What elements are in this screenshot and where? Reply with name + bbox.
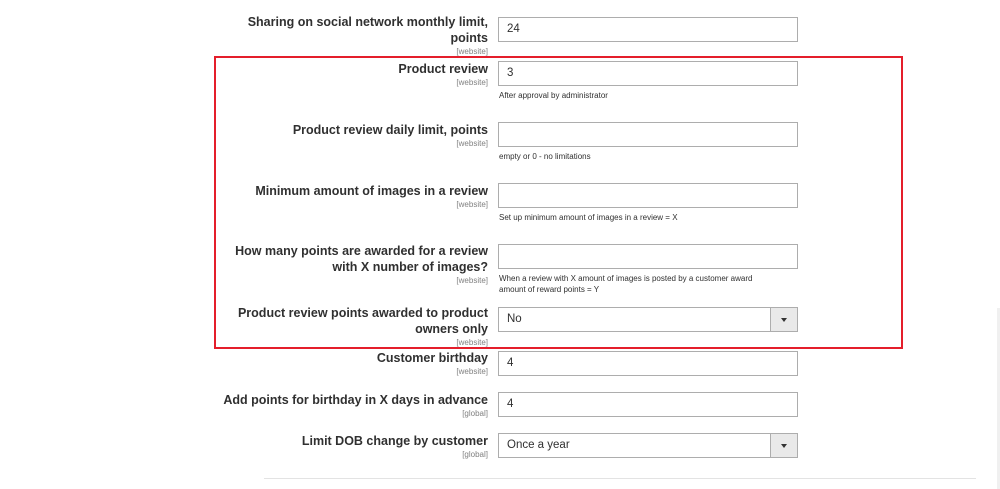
field-label: Product review points awarded to product (237, 306, 488, 320)
scope-tag: [global] (462, 450, 488, 459)
chevron-down-icon (781, 444, 787, 448)
owners-only-select[interactable] (498, 307, 798, 332)
field-note (499, 274, 804, 295)
field-label-cont: points (450, 31, 488, 45)
select-toggle[interactable] (770, 434, 797, 457)
label-birthday-advance (208, 392, 488, 418)
label-min-images (208, 183, 488, 209)
scope-tag: [website] (456, 139, 488, 148)
field-note: Set up minimum amount of images in a review = X (499, 213, 678, 222)
label-product-review-daily-limit (208, 122, 488, 148)
scope-tag: [website] (456, 338, 488, 347)
customer-birthday-input[interactable]: 4 (498, 351, 798, 376)
label-limit-dob (208, 433, 488, 459)
select-value: No (507, 313, 522, 325)
field-note-line1: When a review with X amount of images is posted by a customer award (499, 274, 753, 283)
scope-tag: [website] (456, 47, 488, 56)
field-label: Minimum amount of images in a review (255, 184, 488, 198)
chevron-down-icon (781, 318, 787, 322)
label-product-review (208, 61, 488, 87)
field-label: Sharing on social network monthly limit, (247, 15, 488, 29)
field-label: How many points are awarded for a review (235, 244, 488, 258)
field-label: Limit DOB change by customer (301, 434, 488, 448)
field-label: Add points for birthday in X days in advance (223, 393, 488, 407)
field-note: empty or 0 - no limitations (499, 152, 591, 161)
field-note-line2: amount of reward points = Y (499, 284, 600, 294)
field-note: After approval by administrator (499, 91, 608, 100)
scope-tag: [website] (456, 200, 488, 209)
field-label: Product review (398, 62, 488, 76)
birthday-advance-input[interactable]: 4 (498, 392, 798, 417)
scope-tag: [website] (456, 78, 488, 87)
min-images-input[interactable] (498, 183, 798, 208)
select-toggle[interactable] (770, 308, 797, 331)
product-review-daily-limit-input[interactable] (498, 122, 798, 147)
label-sharing-monthly-limit (208, 14, 488, 56)
scope-tag: [website] (456, 276, 488, 285)
section-divider (264, 478, 976, 479)
limit-dob-select[interactable] (498, 433, 798, 458)
scope-tag: [website] (456, 367, 488, 376)
label-points-for-images (208, 243, 488, 285)
field-label-cont: owners only (415, 322, 488, 336)
field-label: Product review daily limit, points (292, 123, 488, 137)
label-owners-only (208, 305, 488, 347)
product-review-input[interactable]: 3 (498, 61, 798, 86)
points-for-images-input[interactable] (498, 244, 798, 269)
sharing-monthly-limit-input[interactable]: 24 (498, 17, 798, 42)
scope-tag: [global] (462, 409, 488, 418)
select-value: Once a year (507, 439, 570, 451)
field-label-cont: with X number of images? (332, 260, 488, 274)
field-label: Customer birthday (376, 351, 488, 365)
label-customer-birthday (208, 350, 488, 376)
